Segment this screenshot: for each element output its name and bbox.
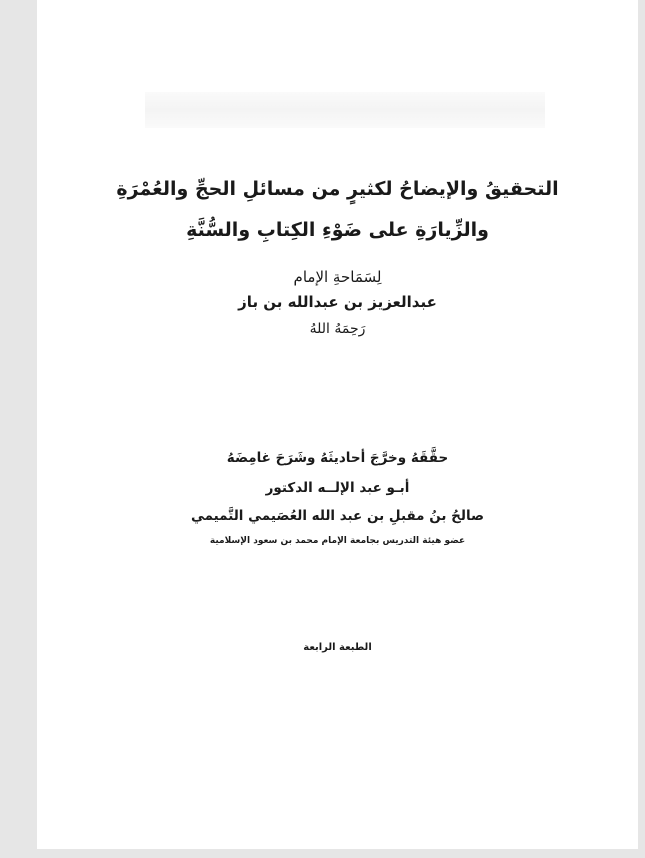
author-blessing: رَحِمَهُ اللهُ xyxy=(309,321,366,337)
document-page xyxy=(37,0,638,849)
editor-position: عضو هيئة التدريس بجامعة الإمام محمد بن سعود الإسلامية xyxy=(209,536,466,546)
author-intro-label: لِسَمَاحةِ الإمام xyxy=(293,268,382,286)
header-band xyxy=(145,92,545,128)
author-name: عبدالعزيز بن عبدالله بن باز xyxy=(238,293,437,311)
editor-kunya: أبـو عبد الإلــه الدكتور xyxy=(265,480,410,496)
title-line-1: التحقيقُ والإيضاحُ لكثيرٍ من مسائلِ الحجِّ والعُمْرَةِ xyxy=(116,178,559,200)
edition-label: الطبعة الرابعة xyxy=(303,642,372,653)
editor-role: حقَّقَهُ وخرَّجَ أحاديثَهُ وشَرَحَ غامِضَهُ xyxy=(226,450,449,466)
editor-name: صالحُ بنُ مقبلِ بن عبد الله العُصَيمي التَّميمي xyxy=(190,508,485,524)
title-line-2: والزِّيارَةِ على ضَوْءِ الكِتابِ والسُّنَّةِ xyxy=(186,219,489,241)
